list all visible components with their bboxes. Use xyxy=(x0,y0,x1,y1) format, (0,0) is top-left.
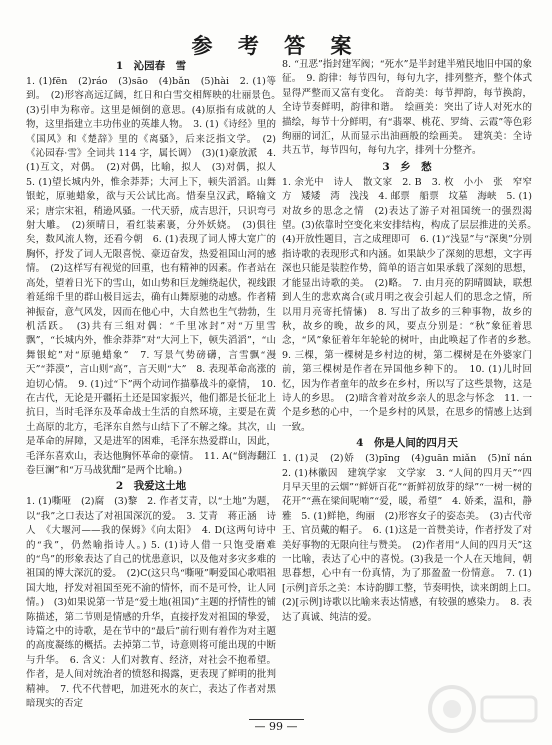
section-4-answers: 1. (1)灵 (2)娇 (3)pīng (4)guān miǎn (5)nǐ nán 2. (1)林徽因 建筑学家 文学家 3. “人间的四月天”“四月早天里的云烟”“鲜妍百花”“新鲜初放芽的绿”“一树一树的花开”“燕在梁间呢喃”“爱，暖，希望” 4. 娇柔，温和，静雅 5. (1)鲜艳，绚丽 (2)形容女子的姿态美。 (3)古代帝王、官员戴的帽子。 6. (1)这是一首赞美诗，作者抒发了对美好事物的无限向往与赞美。 (2)作者用“人间的四月天”这一比喻，表达了心中的喜悦。(3)我是一个人在天地间，朝思暮想，心中有一份真情，为了那盈盈一份情意。 7. (1)[示例]音乐之美：本诗韵脚工整，节奏明快，读来朗朗上口。 (2)[示例]诗歌以比喻来表达情感，有较强的感染力。 8. 表达了真诚、纯洁的爱。 xyxy=(282,453,542,623)
page-title: 参 考 答 案 xyxy=(191,33,361,58)
section-1-answers: 1. (1)fēn (2)ráo (3)sāo (4)bǎn (5)hài 2. (1)等到。 (2)形容高远辽阔，红日和白雪交相辉映的壮丽景色。 (3)引申为称帝。这里是倾倒的意思。(4)原指有成就的人物，这里指建立丰功伟业的英雄人物。 3. (1)《诗经》里的《国风》和《楚辞》里的《离骚》，后来泛指文学。 (2)《沁园春·雪》全词共 114 字，属长调） (3)(1)豪放派 4. (1)互文，对偶。 (2)对偶，比喻，拟人 (3)对偶，拟人 5. (1)望长城内外，惟余莽莽；大河上下，顿失滔滔。山舞银蛇，原驰蜡象，欲与天公试比高。惜秦皇汉武，略输文采；唐宗宋祖，稍逊风骚。一代天骄，成吉思汗，只识弯弓射大雕。 (2)须晴日，看红装素裹，分外妖娆。 (3)俱往矣，数风流人物，还看今朝 6. (1)表现了词人博大宽广的胸怀，抒发了词人无限喜悦、豪迈奋发，热爱祖国山河的感情。 (2)这样写有视觉的回重，也有精神的因素。作者站在高处，望着日光下的雪山，如山势和巨龙缠绕起伏，视线跟着延绵千里的群山极目远去，确有山舞原驰的动感。作者精神振奋，意气风发，因而在他心中，大自然也生气勃勃，生机活跃。 (3)共有三组对偶：“千里冰封”对“万里雪飘”，“长城内外，惟余莽莽”对“大河上下，顿失滔滔”，“山舞银蛇”对“原驰蜡象” 7. 写景气势磅礴，言雪飘“漫天”“莽漠”，言山则“高”，言天则“大” 8. 表现革命高涨的迫切心情。 9. (1)过“下”两个动词作描摹战斗的豪情， 10. 在古代，无论是开疆拓土还是国家振兴，他们都是长征北上抗日，当时毛泽东及革命战士生活的自然环境，主要是在黄土高原的北方，毛泽东自然与山结下了不解之缘。其次，山是革命的屏障，又是进军的困难，毛泽东热爱群山，因此，毛泽东喜欢山，表达他胸怀革命的豪情。 11. A(“倒海翻江卷巨澜”和“万马战犹酣”是两个比喻。) xyxy=(26,76,286,476)
section-title-2: 2 我爱这土地 xyxy=(115,480,187,493)
section-1-answers-continued: 8. “丑恶”指封建军阀；“死水”是半封建半殖民地旧中国的象征。 9. 韵律：每节四句，每句九字，排列整齐，整个体式显得严整而又富有变化。 音韵美：每节押韵，每节换韵，全诗节奏鲜明，韵律和谐。 绘画美：突出了诗人对死水的描绘，每节十分鲜明，有“翡翠、桃花、罗绮、云霞”等色彩绚丽的词汇，从而显示出油画般的绘画美。 建筑美：全诗共五节，每节四句，每句九字，排列十分整齐。 xyxy=(282,59,533,157)
section-title-1: 1 沁园春 雪 xyxy=(115,60,187,72)
section-title-3: 3 乡 愁 xyxy=(382,160,432,173)
page-number-text: — 99 — xyxy=(249,719,304,733)
section-2-answers: 1. (1)嘶哑 (2)腐 (3)黎 2. 作者艾青，以“土地”为题，以“我”之口表达了对祖国深沉的爱。 3. 艾青 蒋正涵 诗人 《大堰河——我的保姆》《向太阳》 4. D(这两句诗中的“我”，仍然喻指诗人。) 5. (1)诗人借一只饱受磨难的“鸟”的形象表达了自己的忧患意识，以及他对多灾多难的祖国的博大深沉的爱。 (2)C(这只鸟“嘶哑”啊爱国心歌唱祖国大地，抒发对祖国至死不渝的情怀，而不是可怜，让人同情。) (3)如果说第一节是“爱土地(祖国)”主题的抒情性的铺陈描述，第二节则是情感的升华，直接抒发对祖国的挚爱，诗篇之中的诗歌，是在节中的“最后”前行则有着作为对主题的高度凝练的概括。去掉第二节，诗意则将可能出现的中断与升华。 6. 含义：人们对教育、经济，对社会不抱希望。作者，是人间对统治者的愤怒和揭露，更表现了鲜明的批判精神。 7. 代不代替吧，加进死水的灰亡，表达了作者对黑暗现实的否定 xyxy=(26,496,276,710)
watermark-logo-icon xyxy=(422,679,542,739)
left-column xyxy=(26,58,286,711)
section-3-answers: 1. 余光中 诗人 散文家 2. B 3. 枚 小小 张 窄窄 方 矮矮 湾 浅浅 4. 邮票 船票 坟墓 海峡 5. (1)对故乡的思念之情 (2)表达了游子对祖国统一的强烈渴望。(3)依靠时空变化来安排结构，构成了层层推进的关系。 (4)开放性题目，言之成理即可 6. (1)“浅显”与“深奥”分别指诗歌的表现形式和内涵。如果缺少了深刻的思想，文字再深也只能是装腔作势，简单的语言如果承载了深刻的思想，才能显出诗歌的美。 (2)略。 7. 由月亮的阴晴圆缺，联想到人生的悲欢离合(或月明之夜会引起人们的思念之情，所以用月亮寄托情愫) 8. 写出了故乡的三种事物，故乡的秋，故乡的晚，故乡的风，要点分别是：“秋”象征着思念，“风”象征着年年轮轮的树叶，由此唤起了作者的乡愁。 9. 三棵，第一棵树是乡村边的树，第二棵树是在外婆家门前，第三棵树是作者在异国他乡种下的。 10. (1)儿时回忆，因为作者童年的故乡在乡村，所以写了这些景物，这是诗人的乡思。 (2)暗含着对故乡亲人的思念与怀念 11. 一个是乡愁的心中，一个是乡村的风景，在思乡的情感上达到一致。 xyxy=(282,176,542,433)
right-column xyxy=(282,58,542,625)
section-title-4: 4 你是人间的四月天 xyxy=(356,437,458,450)
